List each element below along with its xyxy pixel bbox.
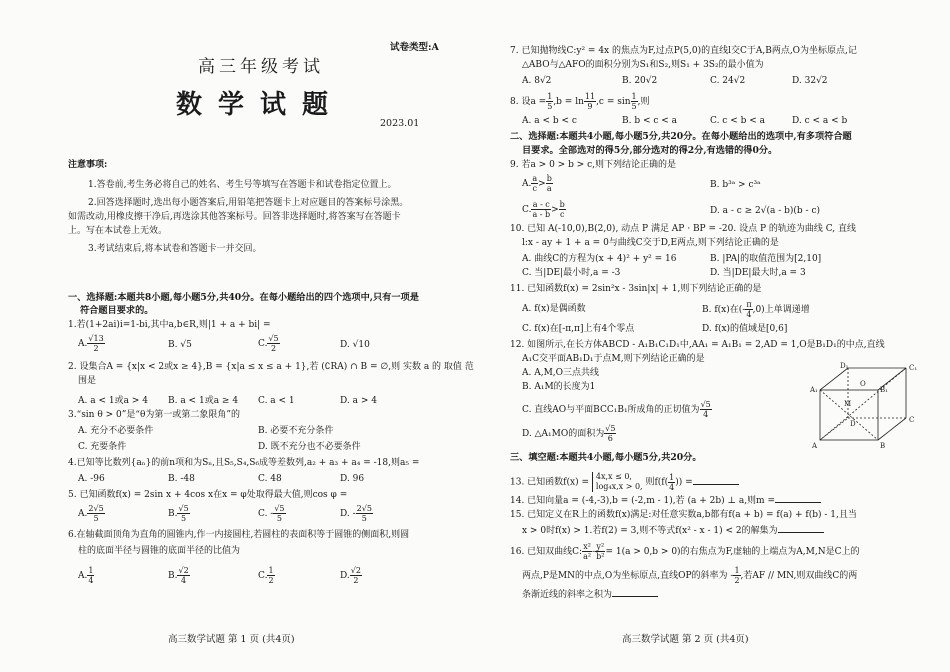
question-7: 7. 已知抛物线C:y² = 4x 的焦点为F,过点P(5,0)的直线l交C于A,B两点,O为坐标原点,记 (510, 46, 857, 56)
section3-heading: 三、填空题:本题共4小题,每小题5分,共20分。 (510, 452, 702, 463)
q3-option-a: A. 充分不必要条件 (78, 426, 154, 436)
question-8: 8. 设a = $\frac{1}{5}$ ,b = ln $\frac{11}{9}$ ,c = sin $\frac{1}{5}$ ,则 (510, 92, 650, 111)
cube-label: A (812, 442, 818, 450)
q9-option-b: B. b³ᵃ > c³ᵃ (710, 180, 761, 190)
q7-option-a: A. 8√2 (522, 76, 552, 86)
q6-option-b: B. $\frac{√2}{4}$ (168, 566, 189, 585)
question-1: 1.若(1+2ai)i=1-bi,其中a,b∈R,则|1 + a + bi| = (68, 320, 271, 330)
notice-line: 3.考试结束后,将本试卷和答题卡一并交回。 (88, 244, 262, 254)
q10-option-b: B. |PA|的取值范围为[2,10] (710, 254, 822, 264)
q2-option-b: B. a < 1或a ≥ 4 (168, 396, 239, 406)
q2-option-a: A. a < 1或a > 4 (78, 396, 148, 406)
cube-label: O (860, 380, 866, 388)
q12-option-c: C. 直线AO与平面BCC₁B₁所成角的正切值为 $\frac{√5}{4}$ (522, 400, 711, 419)
notice-title: 注意事项: (68, 160, 108, 170)
q4-option-a: A. -96 (78, 474, 105, 484)
q6-option-c: C. $\frac{1}{2}$ (258, 566, 274, 585)
notice-line: 如需改动,用橡皮擦干净后,再选涂其他答案标号。回答非选择题时,将答案写在答题卡 (68, 212, 401, 222)
question-6: 6.在轴截面顶角为直角的圆锥内,作一内接圆柱,若圆柱的表面积等于圆锥的侧面积,则圆 (68, 530, 410, 540)
question-6-cont: 柱的底面半径与圆锥的底面半径的比值为 (78, 546, 241, 556)
page-footer: 高三数学试题 第 2 页 (共4页) (622, 634, 749, 645)
q4-option-d: D. 96 (340, 474, 365, 484)
cube-label: D (850, 420, 856, 428)
paper-type: 试卷类型:A (390, 42, 439, 53)
q2-option-d: D. a > 4 (340, 396, 377, 406)
section2-heading-cont: 目要求。全部选对的得5分,部分选对的得2分,有选错的得0分。 (522, 145, 778, 156)
question-11: 11. 已知函数f(x) = 2sin²x - 3sin|x| + 1,则下列结论正确的是 (510, 284, 762, 294)
question-15: 15. 已知定义在R上的函数f(x)满足:对任意实数a,b都有f(a + b) = f(a) + f(b) - 1,且当 (510, 510, 857, 520)
q4-option-b: B. -48 (168, 474, 195, 484)
question-3: 3.“sin θ > 0”是“θ为第一或第二象限角”的 (68, 410, 240, 420)
q8-option-b: B. b < c < a (622, 116, 678, 126)
cube-label: B (880, 442, 886, 450)
question-15-cont: x > 0时f(x) > 1.若f(2) = 3,则不等式f(x² - x - 1) < 2的解集为 (522, 524, 824, 537)
question-16-cont: 两点,P是MN的中点,O为坐标原点,直线OP的斜率为 - $\frac{1}{2}$ ,若AF // MN,则双曲线C的两 (522, 566, 858, 585)
question-7-cont: △ABO与△AFO的面积分别为S₁和S₂,则S₁ + 3S₂的最小值为 (522, 60, 764, 70)
q5-option-d: D. - $\frac{2√5}{5}$ (340, 504, 372, 523)
question-10: 10. 已知 A(-10,0),B(2,0), 动点 P 满足 AP · BP = -20. 设点 P 的轨迹为曲线 C, 直线 (510, 224, 857, 234)
q6-option-a: A. $\frac{1}{4}$ (78, 566, 94, 585)
question-16: 16. 已知双曲线C: $\frac{\text{x²}}{\text{a²}}$ - $\frac{\text{y²}}{\text{b²}}$ = 1(a > 0,b > 0)的右焦点为F,虚轴的上端点为A,M,N是C上的 (510, 542, 860, 561)
q7-option-c: C. 24√2 (710, 76, 746, 86)
q2-option-c: C. a < 1 (258, 396, 295, 406)
q3-option-b: B. 必要不充分条件 (258, 426, 334, 436)
cube-label: D₁ (840, 362, 849, 370)
q8-option-a: A. a < b < c (522, 116, 577, 126)
q12-option-a: A. A,M,O三点共线 (522, 368, 600, 378)
section1-heading: 一、选择题:本题共8小题,每小题5分,共40分。在每小题给出的四个选项中,只有一项是 (68, 292, 419, 303)
cube-label: B₁ (880, 386, 888, 394)
q9-option-d: D. a - c ≥ 2√(a - b)(b - c) (710, 206, 821, 216)
question-2: 2. 设集合A = {x|x < 2或x ≥ 4},B = {x|a ≤ x ≤ a + 1},若 (∁RA) ∩ B = ∅,则 实数 a 的 取值 范 (68, 362, 474, 372)
q5-option-b: B. $\frac{√5}{5}$ (168, 504, 189, 523)
notice-line: 2.回答选择题时,选出每小题答案后,用铅笔把答题卡上对应题目的答案标号涂黑。 (88, 198, 409, 208)
cube-label: A₁ (810, 386, 818, 394)
cube-label: C₁ (909, 364, 918, 372)
q11-option-c: C. f(x)在[-π,π]上有4个零点 (522, 324, 635, 334)
q1-option-a: A. $\frac{√13}{2}$ (78, 334, 104, 353)
q1-option-b: B. √5 (168, 340, 192, 350)
question-12: 12. 如图所示,在长方体ABCD - A₁B₁C₁D₁中,AA₁ = A₁B₁ = 2,AD = 1,O是B₁D₁的中点,直线 (510, 340, 885, 350)
cuboid-figure (810, 362, 920, 452)
question-2-cont: 围是 (78, 376, 97, 386)
question-13: 13. 已知函数f(x) = 4x,x ≤ 0, log₄x,x > 0, 则f(f( $\frac{1}{4}$ )) = (510, 472, 739, 492)
q6-option-d: D. $\frac{√2}{2}$ (340, 566, 361, 585)
notice-line: 上。写在本试卷上无效。 (68, 226, 168, 236)
section1-heading-cont: 符合题目要求的。 (80, 305, 154, 316)
q10-option-c: C. 当|DE|最小时,a = -3 (522, 268, 621, 278)
section2-heading: 二、选择题:本题共4小题,每小题5分,共20分。在每小题给出的选项中,有多项符合题 (510, 131, 852, 142)
q5-option-a: A. $\frac{2√5}{5}$ (78, 504, 104, 523)
question-9: 9. 若a > 0 > b > c,则下列结论正确的是 (510, 160, 676, 170)
cube-label: M (844, 400, 852, 408)
cube-label: C (909, 416, 915, 424)
exam-title: 数学试题 (176, 90, 345, 120)
question-10-cont: l:x - ay + 1 + a = 0与曲线C交于D,E两点,则下列结论正确的是 (522, 238, 779, 248)
notice-line: 1.答卷前,考生务必将自己的姓名、考生号等填写在答题卡和试卷指定位置上。 (88, 180, 397, 190)
q4-option-c: C. 48 (258, 474, 282, 484)
q11-option-b: B. f(x)在(- $\frac{\pi}{4}$ ,0)上单调递增 (702, 300, 810, 319)
question-5: 5. 已知函数f(x) = 2sin x + 4cos x在x = φ处取得最大值,则cos φ = (68, 490, 348, 500)
q10-option-d: D. 当|DE|最大时,a = 3 (710, 268, 806, 278)
q1-option-d: D. √10 (340, 340, 370, 350)
q12-option-d: D. △A₁MO的面积为 $\frac{√5}{6}$ (522, 424, 616, 443)
q8-option-d: D. c < a < b (792, 116, 848, 126)
q9-option-a: A. $\frac{a}{c}$ > $\frac{b}{a}$ (522, 174, 552, 193)
q1-option-c: C. $\frac{√5}{2}$ (258, 334, 279, 353)
q3-option-d: D. 既不充分也不必要条件 (258, 442, 361, 452)
q12-option-b: B. A₁M的长度为1 (522, 382, 596, 392)
exam-heading: 高三年级考试 (198, 57, 324, 77)
q9-option-c: C. $\frac{a - c}{a - b}$ > $\frac{b}{c}$ (522, 200, 565, 219)
q5-option-c: C. - $\frac{√5}{5}$ (258, 504, 285, 523)
q10-option-a: A. 曲线C的方程为(x + 4)² + y² = 16 (522, 254, 677, 264)
q7-option-b: B. 20√2 (622, 76, 658, 86)
q11-option-d: D. f(x)的值域是[0,6] (702, 324, 788, 334)
question-14: 14. 已知向量a = (-4,-3),b = (-2,m - 1),若 (a + 2b) ⊥ a,则m = (510, 494, 821, 507)
exam-date: 2023.01 (380, 118, 420, 129)
question-12-cont: A₁C交平面AB₁D₁于点M,则下列结论正确的是 (522, 354, 705, 364)
question-16-cont2: 条渐近线的斜率之积为 (522, 588, 658, 601)
question-4: 4.已知等比数列{aₙ}的前n项和为Sₙ,且S₅,S₄,S₆成等差数列,a₂ + a₃ + a₄ = -18,则a₅ = (68, 458, 420, 468)
page-footer: 高三数学试题 第 1 页 (共4页) (168, 634, 295, 645)
exam-page-2 (492, 0, 950, 672)
q11-option-a: A. f(x)是偶函数 (522, 304, 586, 314)
q7-option-d: D. 32√2 (792, 76, 828, 86)
q8-option-c: C. c < b < a (710, 116, 765, 126)
q3-option-c: C. 充要条件 (78, 442, 127, 452)
